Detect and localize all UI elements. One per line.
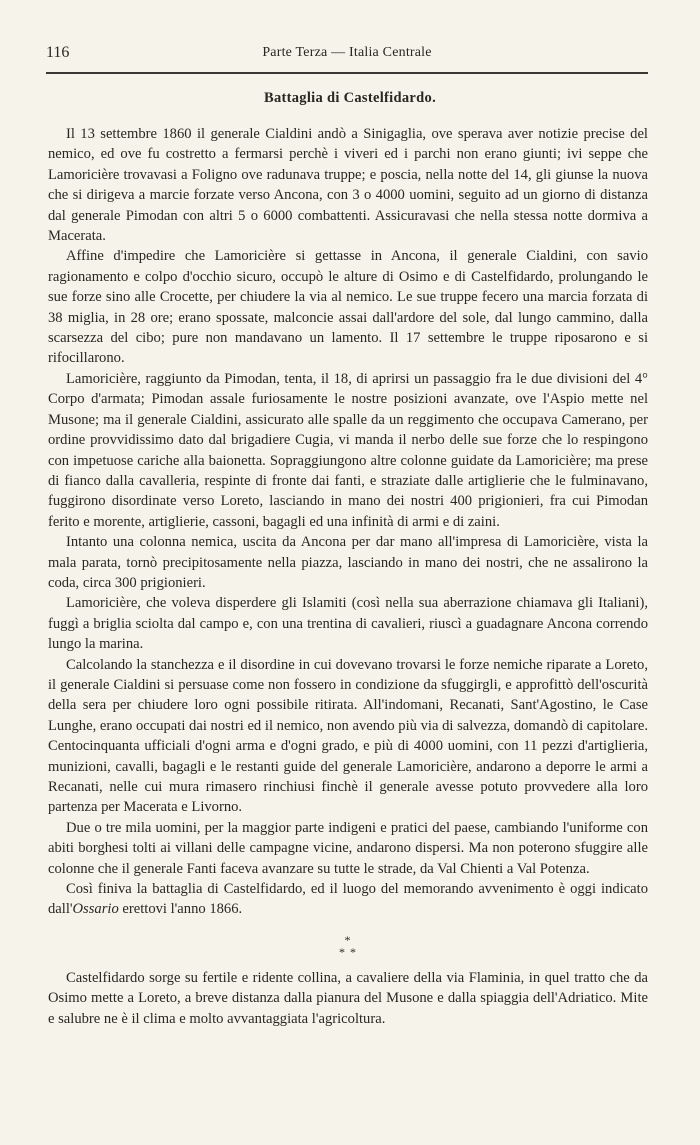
paragraph-5: Lamoricière, che voleva disperdere gli Islamiti (così nella sua aberrazione chiamava gli Italiani), fuggì a briglia sciolta dal campo e, con una trentina di cavalieri, riuscì a guadagnare Ancona correndo lungo la marina. [48,595,648,653]
asterism-separator [48,934,648,958]
body-text [48,124,648,1029]
asterism-top: * [344,932,352,947]
closing-paragraph: Castelfidardo sorge su fertile e ridente collina, a cavaliere della via Flaminia, in quel tratto che da Osimo mette a Loreto, a breve distanza dalla pianura del Musone e dalla spiaggia dell'Adriatico. Mite e salubre ne è il clima e molto avvantaggiata l'agricoltura. [48,969,648,1027]
paragraph-2: Affine d'impedire che Lamoricière si gettasse in Ancona, il generale Cialdini, con savio ragionamento e colpo d'occhio sicuro, occupò le alture di Osimo e di Castelfidardo, prolungando le sue forze sino alle Crocette, per chiudere la via al nemico. Le sue truppe fecero una marcia forzata di 38 miglia, in 28 ore; erano spossate, malconcie assai dall'ardore del sole, dal lungo cammino, dalla scarsezza del cibo; pure non mandavano un lamento. Il 17 settembre le truppe riposarono e si rifocillarono. [48,248,648,367]
paragraph-4: Intanto una colonna nemica, uscita da Ancona per dar mano all'impresa di Lamoricière, vista la mala parata, tornò precipitosamente nella piazza, lasciando in mano dei nostri, che ne assalirono la coda, circa 300 prigionieri. [48,534,648,591]
paragraph-7: Due o tre mila uomini, per la maggior parte indigeni e pratici del paese, cambiando l'uniforme con abiti borghesi tolti ai villani delle campagne vicine, andarono dispersi. Ma non poterono sfuggire alle colonne che il generale Fanti faceva avanzare su tutte le strade, da Val Chienti a Val Potenza. [48,819,648,877]
asterism-bottom: * * [339,944,357,959]
paragraph-ossario [48,879,648,920]
page-number: 116 [46,44,70,61]
ossario-text-after: erettovi l'anno 1866. [118,901,243,918]
ossario-italic: Ossario [72,901,119,918]
section-title: Battaglia di Castelfidardo. [263,90,437,106]
running-title: Parte Terza — Italia Centrale [262,45,432,60]
paragraph-6: Calcolando la stanchezza e il disordine in cui dovevano trovarsi le forze nemiche riparate a Loreto, il generale Cialdini si persuase come non fossero in condizione da sfuggirgli, e approfittò dell'oscurità della sera per chiudere loro ogni possibile ritirata. All'indomani, Recanati, Sant'Agostino, le Case Lunghe, erano occupati dai nostri ed il nemico, non avendo più via di salvezza, domandò di capitolare. Centocinquanta ufficiali d'ogni arma e d'ogni grado, e più di 4000 uomini, con 11 pezzi d'artiglieria, munizioni, cavalli, bagagli e le restanti guide del generale Lamoricière, andarono a deporre le armi a Recanati, nelle cui mura rimasero rinchiusi finchè il generale avesse potuto provvedere alla loro partenza per Macerata e Livorno. [48,656,648,816]
header-rule [46,72,648,74]
paragraph-3: Lamoricière, raggiunto da Pimodan, tenta, il 18, di aprirsi un passaggio fra le due divisioni del 4° Corpo d'armata; Pimodan assale furiosamente le nostre posizioni avanzate, ove l'Aspio mette nel Musone; ma il generale Cialdini, assicurato alle spalle da un reggimento che occupava Camerano, per ordine provvidissimo dato dal brigadiere Cugia, vi manda il nerbo delle sue forze che lo respingono con impetuose cariche alla baionetta. Sopraggiungono altre colonne guidate da Lamoricière; ma prese di fianco dalla cavalleria, respinte di fronte dai fanti, e straziate dalle artiglierie che le fulminavano, fuggirono disordinate verso Loreto, lasciando in mano dei nostri 400 prigionieri, fra cui Pimodan ferito e morente, artiglierie, cassoni, bagagli ed una infinità di armi e di zaini. [48,370,648,530]
paragraph-1: Il 13 settembre 1860 il generale Cialdini andò a Sinigaglia, ove sperava aver notizie precise del nemico, ed ove fu costretto a fermarsi perchè i viveri ed i parchi non erano giunti; ivi seppe che Lamoricière trovavasi a Foligno ove radunava truppe; e poscia, nella notte del 14, gli giunse la nuova che si dirigeva a marcie forzate verso Ancona, con 3 o 4000 uomini, seguito ad un giorno di distanza dal generale Pimodan con altri 5 o 6000 combattenti. Assicuravasi che nella stessa notte dormiva a Macerata. [48,126,648,245]
ossario-text-before: Così finiva la battaglia di Castelfidardo, ed il luogo del memorando avvenimento è oggi indicato dall' [48,881,648,918]
page-header [46,44,648,66]
